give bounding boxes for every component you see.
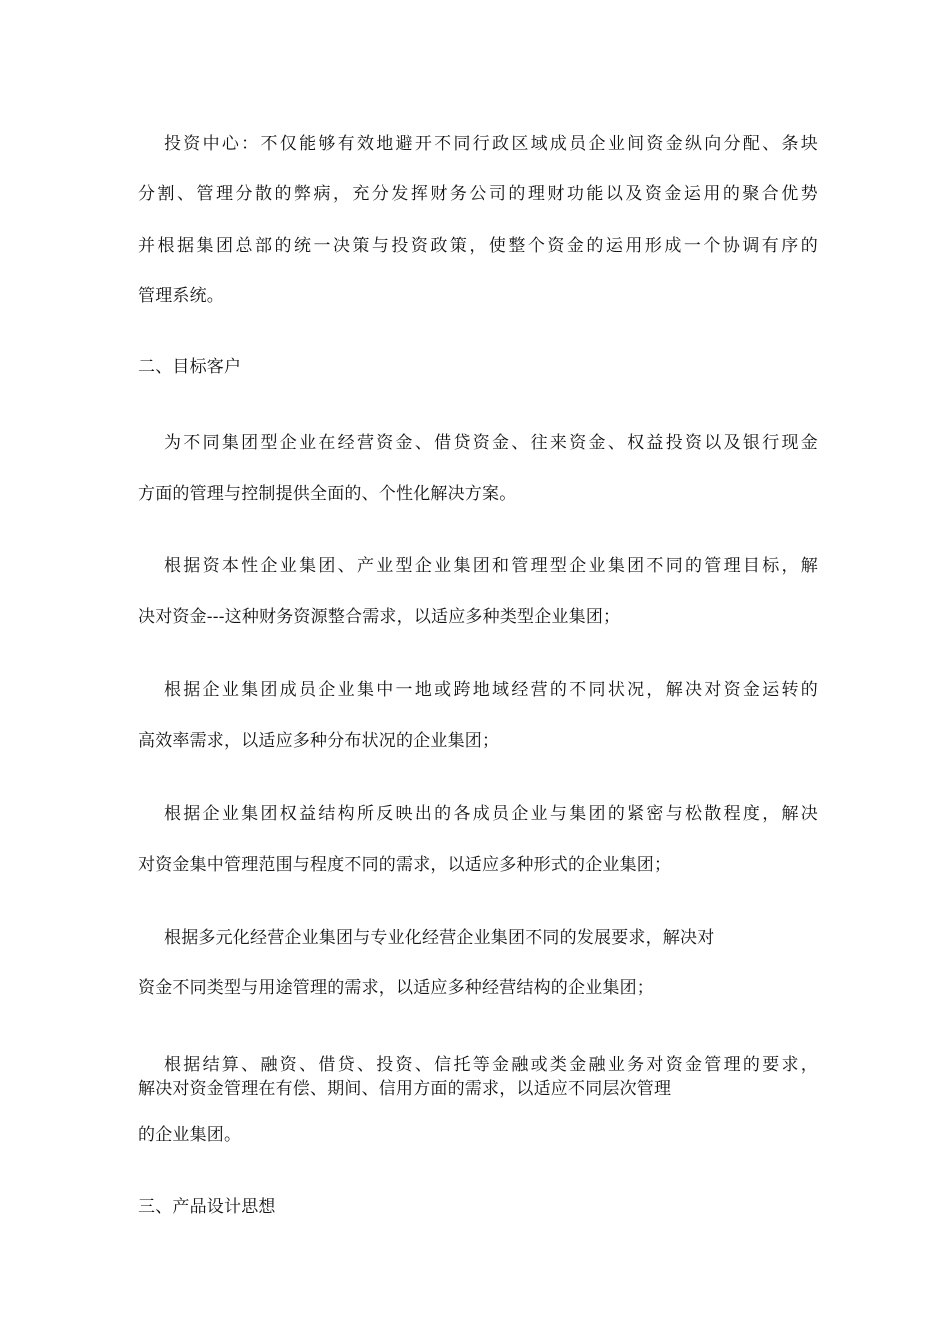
paragraph-line: 分割、管理分散的弊病，充分发挥财务公司的理财功能以及资金运用的聚合优势: [138, 184, 818, 204]
paragraph-line: 根据企业集团权益结构所反映出的各成员企业与集团的紧密与松散程度，解决: [164, 804, 818, 824]
paragraph-line: 投资中心：不仅能够有效地避开不同行政区域成员企业间资金纵向分配、条块: [164, 134, 818, 154]
paragraph-line: 方面的管理与控制提供全面的、个性化解决方案。: [138, 484, 517, 504]
paragraph-line: 为不同集团型企业在经营资金、借贷资金、往来资金、权益投资以及银行现金: [164, 433, 818, 453]
paragraph-line: 解决对资金管理在有偿、期间、信用方面的需求，以适应不同层次管理: [138, 1079, 672, 1099]
paragraph-line: 根据多元化经营企业集团与专业化经营企业集团不同的发展要求，解决对: [164, 928, 715, 948]
paragraph-line: 根据企业集团成员企业集中一地或跨地域经营的不同状况，解决对资金运转的: [164, 680, 818, 700]
paragraph-line: 资金不同类型与用途管理的需求，以适应多种经营结构的企业集团；: [138, 978, 654, 998]
section-heading: 三、产品设计思想: [138, 1197, 276, 1217]
paragraph-line: 高效率需求，以适应多种分布状况的企业集团；: [138, 731, 500, 751]
paragraph-line: 决对资金---这种财务资源整合需求，以适应多种类型企业集团；: [138, 607, 621, 627]
paragraph-line: 管理系统。: [138, 286, 224, 306]
paragraph-line: 根据结算、融资、借贷、投资、信托等金融或类金融业务对资金管理的要求，: [164, 1055, 818, 1075]
paragraph-line: 对资金集中管理范围与程度不同的需求，以适应多种形式的企业集团；: [138, 855, 672, 875]
paragraph-line: 的企业集团。: [138, 1125, 242, 1145]
section-heading: 二、目标客户: [138, 357, 242, 377]
paragraph-line: 并根据集团总部的统一决策与投资政策，使整个资金的运用形成一个协调有序的: [138, 236, 818, 256]
paragraph-line: 根据资本性企业集团、产业型企业集团和管理型企业集团不同的管理目标，解: [164, 556, 818, 576]
